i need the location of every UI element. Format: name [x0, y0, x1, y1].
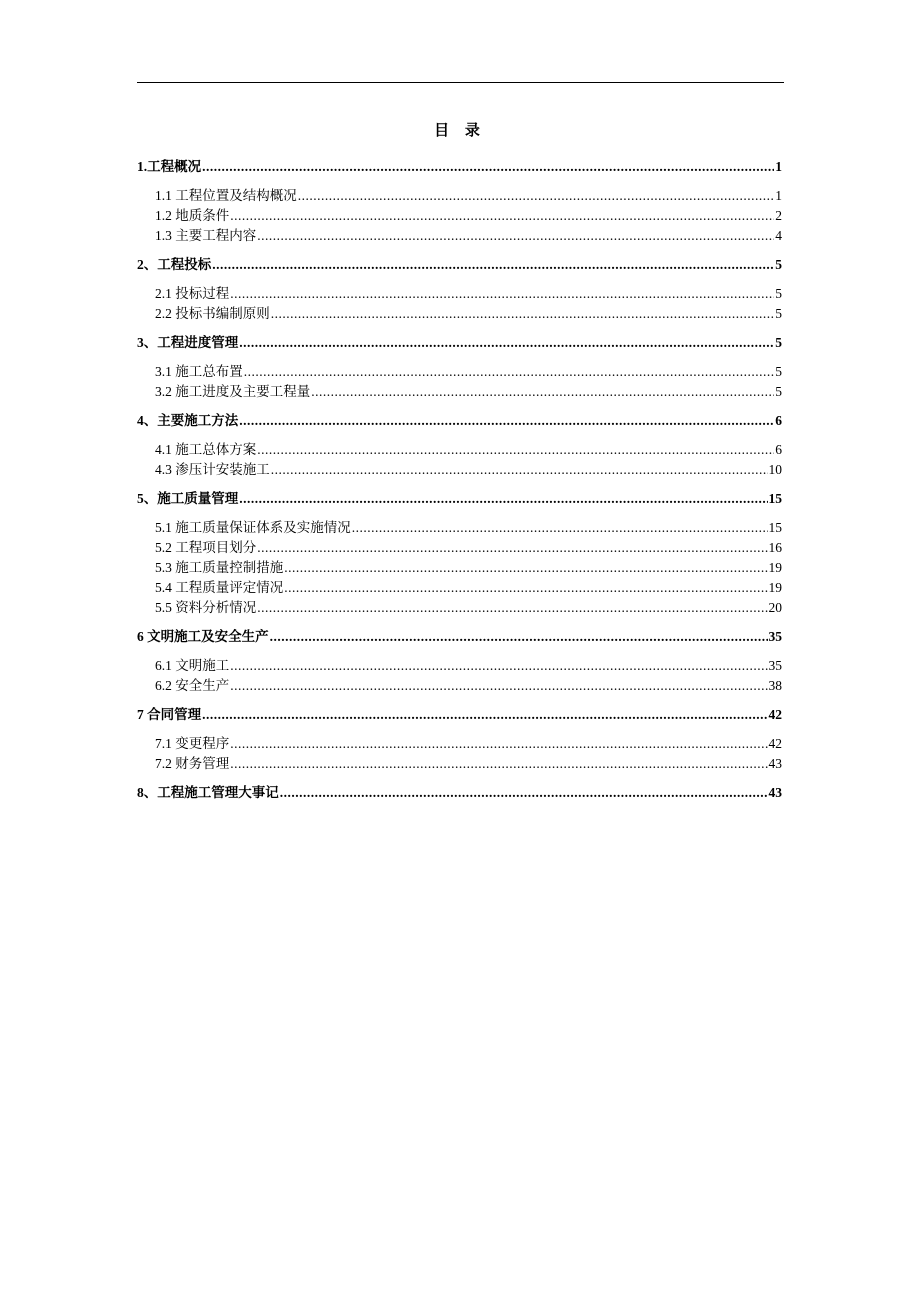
toc-entry-page-number: 15: [768, 520, 782, 535]
toc-dot-leader: [239, 333, 774, 353]
toc-chapter-entry[interactable]: [137, 489, 782, 509]
toc-dot-leader: [257, 226, 774, 246]
toc-entry-label: 3.1 施工总布置: [155, 364, 243, 379]
toc-section-entry[interactable]: [137, 676, 782, 696]
toc-entry-label: 5.4 工程质量评定情况: [155, 580, 284, 595]
toc-dot-leader: [202, 705, 767, 725]
toc-dot-leader: [271, 460, 768, 480]
toc-dot-leader: [212, 255, 774, 275]
toc-dot-leader: [284, 578, 767, 598]
toc-section-entry[interactable]: [137, 362, 782, 382]
toc-entry-label: 2.1 投标过程: [155, 286, 230, 301]
toc-section-entry[interactable]: [137, 440, 782, 460]
table-of-contents: [137, 148, 782, 812]
toc-section-entry[interactable]: [137, 558, 782, 578]
toc-dot-leader: [244, 362, 775, 382]
toc-section-entry[interactable]: [137, 382, 782, 402]
toc-dot-leader: [230, 676, 767, 696]
toc-chapter-entry[interactable]: [137, 333, 782, 353]
toc-entry-page-number: 5: [775, 335, 782, 350]
toc-section-entry[interactable]: [137, 754, 782, 774]
toc-entry-page-number: 19: [768, 580, 782, 595]
toc-section-entry[interactable]: [137, 304, 782, 324]
toc-chapter-entry[interactable]: [137, 255, 782, 275]
toc-entry-label: 5.2 工程项目划分: [155, 540, 257, 555]
toc-dot-leader: [257, 538, 767, 558]
toc-entry-label: 4、主要施工方法: [137, 413, 239, 428]
toc-section-entry[interactable]: [137, 656, 782, 676]
toc-entry-page-number: 35: [768, 658, 782, 673]
toc-section-entry[interactable]: [137, 598, 782, 618]
toc-dot-leader: [298, 186, 775, 206]
toc-dot-leader: [230, 656, 767, 676]
toc-entry-label: 5.1 施工质量保证体系及实施情况: [155, 520, 351, 535]
toc-entry-page-number: 4: [775, 228, 782, 243]
toc-entry-page-number: 6: [775, 413, 782, 428]
toc-entry-page-number: 43: [768, 756, 782, 771]
toc-entry-label: 5.3 施工质量控制措施: [155, 560, 284, 575]
toc-dot-leader: [230, 734, 767, 754]
toc-entry-label: 7 合同管理: [137, 707, 202, 722]
toc-section-entry[interactable]: [137, 460, 782, 480]
toc-entry-page-number: 10: [768, 462, 782, 477]
toc-dot-leader: [230, 284, 774, 304]
toc-entry-page-number: 5: [775, 384, 782, 399]
toc-entry-label: 1.2 地质条件: [155, 208, 230, 223]
toc-entry-page-number: 15: [768, 491, 782, 506]
toc-entry-page-number: 19: [768, 560, 782, 575]
toc-entry-page-number: 35: [768, 629, 782, 644]
toc-entry-page-number: 6: [775, 442, 782, 457]
toc-dot-leader: [284, 558, 767, 578]
toc-entry-label: 1.工程概况: [137, 159, 202, 174]
toc-section-entry[interactable]: [137, 578, 782, 598]
toc-entry-label: 8、工程施工管理大事记: [137, 785, 279, 800]
toc-section-entry[interactable]: [137, 538, 782, 558]
toc-entry-page-number: 42: [768, 736, 782, 751]
toc-entry-page-number: 2: [775, 208, 782, 223]
toc-entry-page-number: 5: [775, 364, 782, 379]
toc-chapter-entry[interactable]: [137, 411, 782, 431]
toc-dot-leader: [257, 598, 767, 618]
toc-dot-leader: [230, 754, 767, 774]
toc-entry-page-number: 20: [768, 600, 782, 615]
toc-entry-label: 6 文明施工及安全生产: [137, 629, 269, 644]
toc-entry-page-number: 1: [775, 159, 782, 174]
toc-dot-leader: [239, 489, 767, 509]
toc-entry-page-number: 5: [775, 257, 782, 272]
toc-entry-label: 2、工程投标: [137, 257, 212, 272]
toc-entry-page-number: 1: [775, 188, 782, 203]
toc-chapter-entry[interactable]: [137, 627, 782, 647]
toc-entry-label: 1.1 工程位置及结构概况: [155, 188, 297, 203]
toc-dot-leader: [280, 783, 768, 803]
toc-entry-page-number: 5: [775, 306, 782, 321]
toc-section-entry[interactable]: [137, 186, 782, 206]
toc-entry-label: 3、工程进度管理: [137, 335, 239, 350]
toc-chapter-entry[interactable]: [137, 705, 782, 725]
toc-entry-label: 7.2 财务管理: [155, 756, 230, 771]
toc-section-entry[interactable]: [137, 518, 782, 538]
toc-dot-leader: [230, 206, 774, 226]
toc-section-entry[interactable]: [137, 206, 782, 226]
toc-entry-page-number: 43: [768, 785, 782, 800]
toc-dot-leader: [202, 157, 774, 177]
toc-entry-label: 1.3 主要工程内容: [155, 228, 257, 243]
toc-entry-label: 2.2 投标书编制原则: [155, 306, 270, 321]
toc-entry-label: 5、施工质量管理: [137, 491, 239, 506]
toc-entry-label: 4.1 施工总体方案: [155, 442, 257, 457]
toc-entry-label: 6.2 安全生产: [155, 678, 230, 693]
toc-section-entry[interactable]: [137, 734, 782, 754]
toc-entry-label: 4.3 渗压计安装施工: [155, 462, 270, 477]
toc-dot-leader: [311, 382, 774, 402]
toc-dot-leader: [352, 518, 768, 538]
toc-entry-label: 6.1 文明施工: [155, 658, 230, 673]
header-rule: [137, 82, 784, 83]
toc-entry-page-number: 5: [775, 286, 782, 301]
toc-entry-page-number: 42: [768, 707, 782, 722]
toc-entry-page-number: 16: [768, 540, 782, 555]
toc-dot-leader: [271, 304, 775, 324]
toc-title: 目 录: [434, 123, 486, 139]
toc-section-entry[interactable]: [137, 284, 782, 304]
toc-dot-leader: [270, 627, 768, 647]
toc-entry-label: 5.5 资料分析情况: [155, 600, 257, 615]
toc-entry-label: 3.2 施工进度及主要工程量: [155, 384, 311, 399]
toc-entry-page-number: 38: [768, 678, 782, 693]
toc-dot-leader: [257, 440, 774, 460]
toc-dot-leader: [239, 411, 774, 431]
toc-entry-label: 7.1 变更程序: [155, 736, 230, 751]
toc-chapter-entry[interactable]: [137, 783, 782, 803]
toc-section-entry[interactable]: [137, 226, 782, 246]
toc-chapter-entry[interactable]: [137, 157, 782, 177]
